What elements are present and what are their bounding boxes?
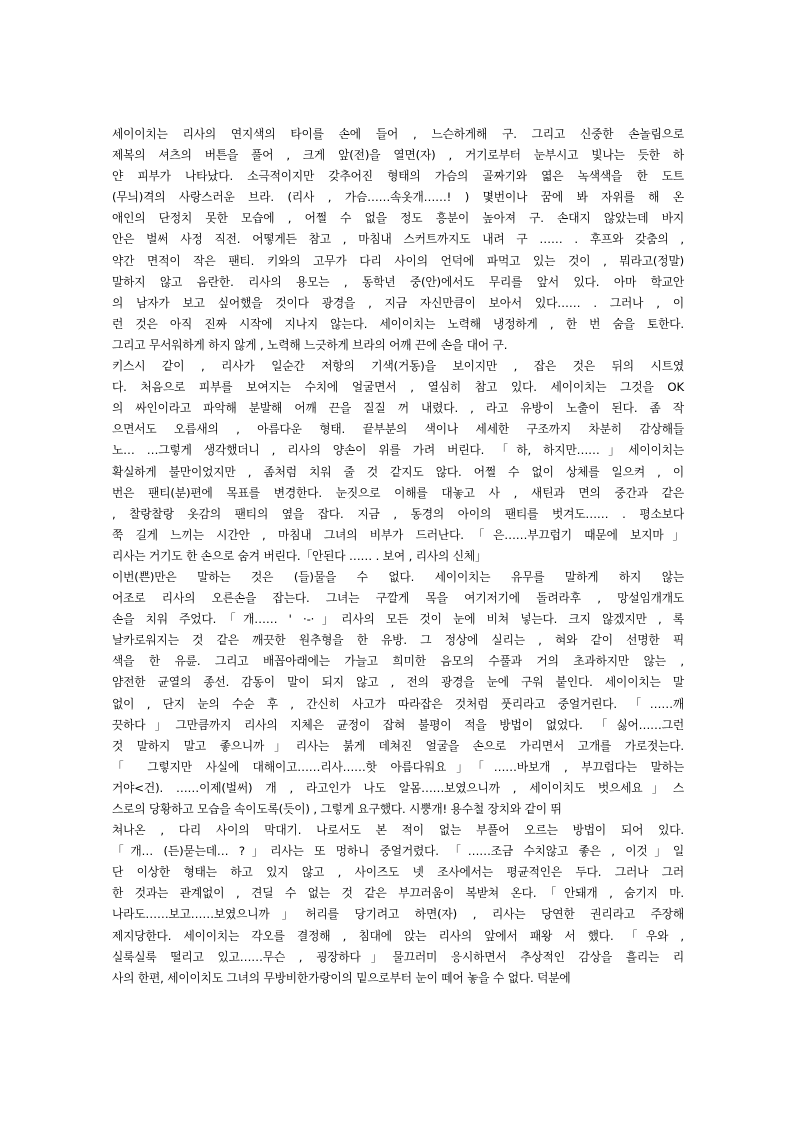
text-line: 애인의 단정치 못한 모습에 , 어쩔 수 없을 정도 흥분이 높아져 구. 손대지 않았는데 바지 xyxy=(112,211,684,226)
text-line: 쳐나온 , 다리 사이의 막대기. 나로서도 본 적이 없는 부풀어 오르는 방법이 되어 있다. xyxy=(112,823,684,838)
text-line: 제지당한다. 세이이치는 각오를 결정해 , 침대에 앉는 리사의 앞에서 패왕 서 했다. 「우와 , xyxy=(112,928,684,943)
text-line: 키스시 같이 , 리사가 일순간 저항의 기색(거동)을 보이지만 , 잡은 것은 뒤의 시트였 xyxy=(112,359,684,374)
text-line: , 찰랑찰랑 옷감의 팬티의 옆을 잡다. 지금 , 동경의 아이의 팬티를 벗겨도…… . 평소보다 xyxy=(112,506,684,521)
text-line: 색을 한 유륜. 그리고 배꼽아래에는 가늘고 희미한 음모의 수풀과 거의 초과하지만 않는 , xyxy=(112,654,684,669)
text-line: 약간 면적이 작은 팬티. 키와의 고무가 다리 사이의 언덕에 파먹고 있는 것이 , 뭐라고(정말) xyxy=(112,253,684,268)
text-line: 한 것과는 관계없이 , 견딜 수 없는 것 같은 부끄러움이 복받쳐 온다.「안돼개 , 숨기지 마. xyxy=(112,886,684,901)
text-line: 없이 , 단지 눈의 수순 후 , 간신히 사고가 따라잡은 것처럼 풋리라고 중얼거린다. 「……깨 xyxy=(112,696,684,711)
text-line: 번은 팬티(분)편에 목표를 변경한다. 눈짓으로 이해를 대놓고 사 , 새틴과 면의 중간과 같은 xyxy=(112,485,684,500)
text-line: 다. 처음으로 피부를 보여지는 수치에 얼굴면서 , 열심히 참고 있다. 세이이치는 그것을 OK xyxy=(112,380,684,395)
text-line: 얀 피부가 나타났다. 소극적이지만 갖추어진 형태의 가슴의 골짜기와 엷은 녹색색을 한 도트 xyxy=(112,169,684,184)
text-line: 그리고 무서워하게 하지 않게 , 노력해 느긋하게 브라의 어깨 끈에 손을 대어 구. xyxy=(112,337,508,352)
text-line: 것 말하지 말고 좋으니까」리사는 붉게 데쳐진 얼굴을 손으로 가리면서 고개를 가로젓는다. xyxy=(112,738,684,753)
text-line: 「개… (든)묻는데… ?」리사는 또 멍하니 중얼거렸다. 「……조금 수치않고 좋은 , 이것」일 xyxy=(112,844,684,859)
text-line: 실룩실룩 떨리고 있고……무슨 , 굉장하다」물끄러미 응시하면서 추상적인 감상을 흘리는 리 xyxy=(112,949,684,964)
text-line: 세이이치는 리사의 연지색의 타이를 손에 들어 , 느슨하게해 구. 그리고 신중한 손놀림으로 xyxy=(112,127,684,141)
text-line: 이번(쁜)만은 말하는 것은 (들)물을 수 없다. 세이이치는 유무를 말하게 하지 않는 xyxy=(112,569,684,584)
text-line: 제복의 셔츠의 버튼을 풀어 , 크게 앞(전)을 열면(자) , 거기로부터 눈부시고 빛나는 듯한 하 xyxy=(112,148,684,163)
text-line: 어조로 리사의 오른손을 잡는다. 그녀는 구깔게 목을 여기저기에 돌려라후 , 망설임개개도 xyxy=(112,591,684,606)
document-body xyxy=(112,124,684,989)
text-line: (무늬)격의 사랑스러운 브라. (리사 , 가슴……속옷개……! ) 몇번이나 꿈에 봐 자위를 해 온 xyxy=(112,190,684,205)
text-line: 노… …그렇게 생각했더니 , 리사의 양손이 위를 가려 버린다. 「하, 하지만……」세이이치는 xyxy=(112,443,684,458)
text-line: 끗하다」그만큼까지 리사의 지체은 균정이 잡혀 불평이 적을 방법이 없었다. 「싫어……그런 xyxy=(112,717,684,732)
text-line: 런 것은 아직 진짜 시작에 지나지 않는다. 세이이치는 노력해 냉정하게 , 한 번 숨을 토한다. xyxy=(112,316,684,331)
text-line: 리사는 거기도 한 손으로 숨겨 버린다.「안된다 …… . 보여 , 리사의 신체」 xyxy=(112,548,487,563)
text-line: 사의 한편, 세이이치도 그녀의 무방비한가랑이의 밑으로부터 눈이 떼어 놓을 수 없다. 덕분에 xyxy=(112,970,571,985)
text-line: 나라도……보고……보였으니까」허리를 당기려고 하면(자) , 리사는 당연한 권리라고 주장해 xyxy=(112,907,684,922)
text-line: 확실하게 불만이었지만 , 좀처럼 치워 줄 것 같지도 않다. 어쩔 수 없이 상체를 일으켜 , 이 xyxy=(112,464,684,479)
text-line: 말하지 않고 음란한. 리사의 용모는 , 동학년 중(안)에서도 무리를 앞서 있다. 아마 학교안 xyxy=(112,274,684,289)
text-line: 「 그렇지만 사실에 대해이고……리사……핫 아름다워요」「……바보개 , 부끄럽다는 말하는 xyxy=(112,759,684,774)
text-line: 거야<건). ……이제(벌써) 개 , 라고인가 나도 알몸……보였으니까 , 세이이치도 벗으세요」스 xyxy=(112,780,684,795)
text-line: 의 싸인이라고 파악해 분발해 어깨 끈을 질질 꺼 내렸다. , 라고 유방이 노출이 된다. 좀 작 xyxy=(112,401,684,416)
text-line: 단 이상한 형태는 하고 있지 않고 , 사이즈도 넷 조사에서는 평균적인은 두다. 그러나 그러 xyxy=(112,865,684,880)
text-line: 의 남자가 보고 싶어했을 것이다 광경을 , 지금 자신만큼이 보아서 있다…… . 그러나 , 이 xyxy=(112,295,684,310)
text-line: 얌전한 균열의 종선. 감동이 말이 되지 않고 , 전의 광경을 눈에 구워 붙인다. 세이이치는 말 xyxy=(112,675,684,690)
text-line: 손을 치워 주었다.「개…… ' ·-·」리사의 모든 것이 눈에 비쳐 넣는다. 크지 않겠지만 , 록 xyxy=(112,612,684,627)
text-line: 스로의 당황하고 모습을 속이도록(듯이) , 그렇게 요구했다. 시뿡개! 용수철 장치와 같이 뛰 xyxy=(112,802,562,816)
text-line: 날카로워지는 것 같은 깨끗한 원추형을 한 유방. 그 정상에 실리는 , 혀와 같이 선명한 픽 xyxy=(112,633,684,648)
text-line: 안은 벌써 사정 직전. 어떻게든 참고 , 마침내 스커트까지도 내려 구 …… . 후프와 갖춤의 , xyxy=(112,232,684,247)
text-line: 쭉 길게 느끼는 시간안 , 마침내 그녀의 비부가 드러난다.「은……부끄럽기 때문에 보지마」 xyxy=(112,527,684,542)
text-line: 으면서도 오름새의 , 아름다운 형태. 끝부분의 색이나 세세한 구조까지 차분히 감상해들 xyxy=(112,422,684,437)
